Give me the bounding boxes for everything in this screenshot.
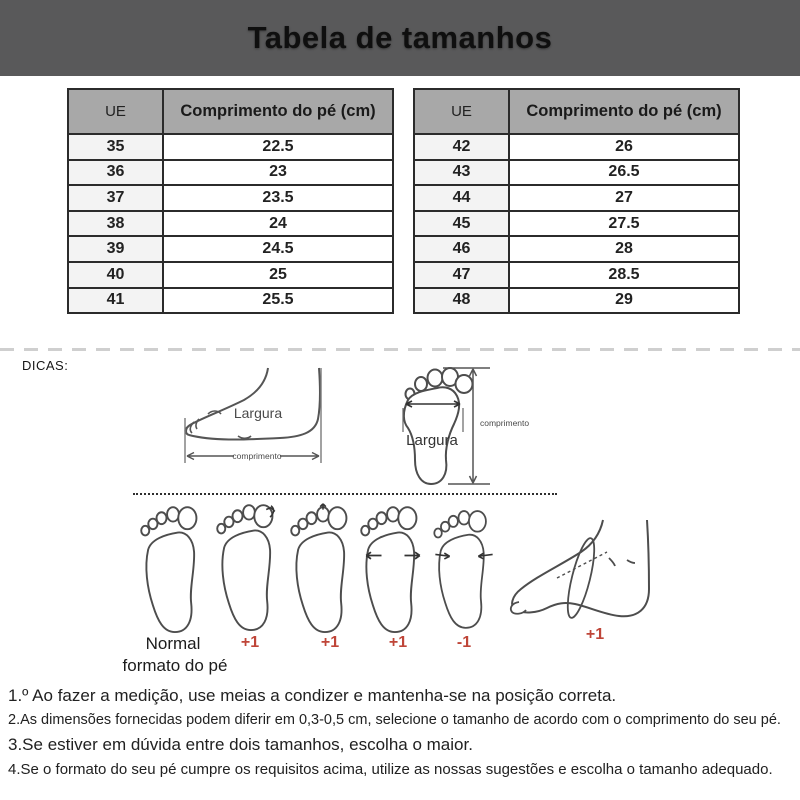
foot-shape-label-plus1: +1 [585, 626, 605, 643]
table-row [68, 160, 393, 186]
table-row [68, 262, 393, 288]
table-header-row [68, 89, 393, 134]
table-row [414, 288, 739, 314]
footprint-narrow-icon [430, 502, 498, 632]
foot-shape-sublabel: formato do pé [122, 656, 228, 675]
toe-alignment-dotted-line [133, 493, 557, 495]
foot-length-cell: 27 [509, 185, 739, 211]
tip-3: 3.Se estiver em dúvida entre dois tamanhos, escolha o maior. [8, 735, 473, 754]
side-foot-measure-diagram-icon [180, 366, 340, 478]
foot-length-cell: 24.5 [163, 236, 393, 262]
foot-shape-label-minus1: -1 [456, 634, 472, 651]
length-label: comprimento [480, 418, 530, 428]
foot-length-cell: 29 [509, 288, 739, 314]
tip-4: 4.Se o formato do seu pé cumpre os requisitos acima, utilize as nossas sugestões e escolha o tamanho adequado. [8, 761, 773, 778]
size-eu-cell: 44 [414, 185, 509, 211]
foot-length-cell: 23 [163, 160, 393, 186]
width-label: Largura [233, 405, 283, 421]
tip-1: 1.º Ao fazer a medição, use meias a condizer e mantenha-se na posição correta. [8, 686, 617, 705]
foot-length-cell: 26 [509, 134, 739, 160]
table-row [68, 288, 393, 314]
foot-length-cell: 22.5 [163, 134, 393, 160]
size-eu-cell: 39 [68, 236, 163, 262]
table-row [68, 134, 393, 160]
size-eu-cell: 41 [68, 288, 163, 314]
table-row [68, 185, 393, 211]
table-row [414, 160, 739, 186]
width-label: Largura [406, 432, 458, 449]
size-eu-cell: 47 [414, 262, 509, 288]
table-row [68, 211, 393, 237]
size-eu-cell: 38 [68, 211, 163, 237]
table-row [414, 185, 739, 211]
header-banner [0, 0, 800, 76]
size-eu-cell: 45 [414, 211, 509, 237]
size-eu-cell: 46 [414, 236, 509, 262]
foot-shape-label-plus1: +1 [388, 634, 408, 651]
footprint-normal-icon [136, 500, 210, 634]
table-row [414, 262, 739, 288]
size-eu-cell: 36 [68, 160, 163, 186]
size-eu-cell: 40 [68, 262, 163, 288]
foot-shape-label-plus1: +1 [320, 634, 340, 651]
page-title: Tabela de tamanhos [247, 20, 553, 55]
dashed-divider [0, 348, 800, 351]
column-header-ue: UE [414, 89, 509, 134]
foot-length-cell: 25.5 [163, 288, 393, 314]
column-header-length: Comprimento do pé (cm) [509, 89, 739, 134]
high-instep-foot-icon [505, 518, 660, 638]
foot-length-cell: 27.5 [509, 211, 739, 237]
foot-length-cell: 26.5 [509, 160, 739, 186]
foot-length-cell: 23.5 [163, 185, 393, 211]
size-eu-cell: 43 [414, 160, 509, 186]
column-header-length: Comprimento do pé (cm) [163, 89, 393, 134]
length-label: comprimento [232, 451, 282, 461]
foot-length-cell: 28 [509, 236, 739, 262]
tips-list [8, 686, 796, 778]
size-eu-cell: 48 [414, 288, 509, 314]
table-row [414, 211, 739, 237]
footprint-bunion-icon [212, 498, 286, 632]
size-eu-cell: 37 [68, 185, 163, 211]
foot-length-cell: 24 [163, 211, 393, 237]
tip-2: 2.As dimensões fornecidas podem diferir em 0,3-0,5 cm, selecione o tamanho de acordo com o comprimento do seu pé. [8, 712, 781, 728]
footprint-long-toe-icon [286, 500, 360, 634]
table-row [414, 134, 739, 160]
column-header-ue: UE [68, 89, 163, 134]
foot-shape-label-normal: Normal [145, 634, 201, 653]
foot-shape-label-plus1: +1 [240, 634, 260, 651]
foot-length-cell: 28.5 [509, 262, 739, 288]
foot-length-cell: 25 [163, 262, 393, 288]
size-eu-cell: 35 [68, 134, 163, 160]
footprint-wide-icon [356, 500, 430, 634]
top-foot-measure-diagram-icon [398, 362, 563, 492]
size-table-left [67, 88, 394, 314]
tips-heading: DICAS: [22, 358, 69, 373]
size-table-right [413, 88, 740, 314]
size-eu-cell: 42 [414, 134, 509, 160]
table-header-row [414, 89, 739, 134]
table-row [68, 236, 393, 262]
table-row [414, 236, 739, 262]
